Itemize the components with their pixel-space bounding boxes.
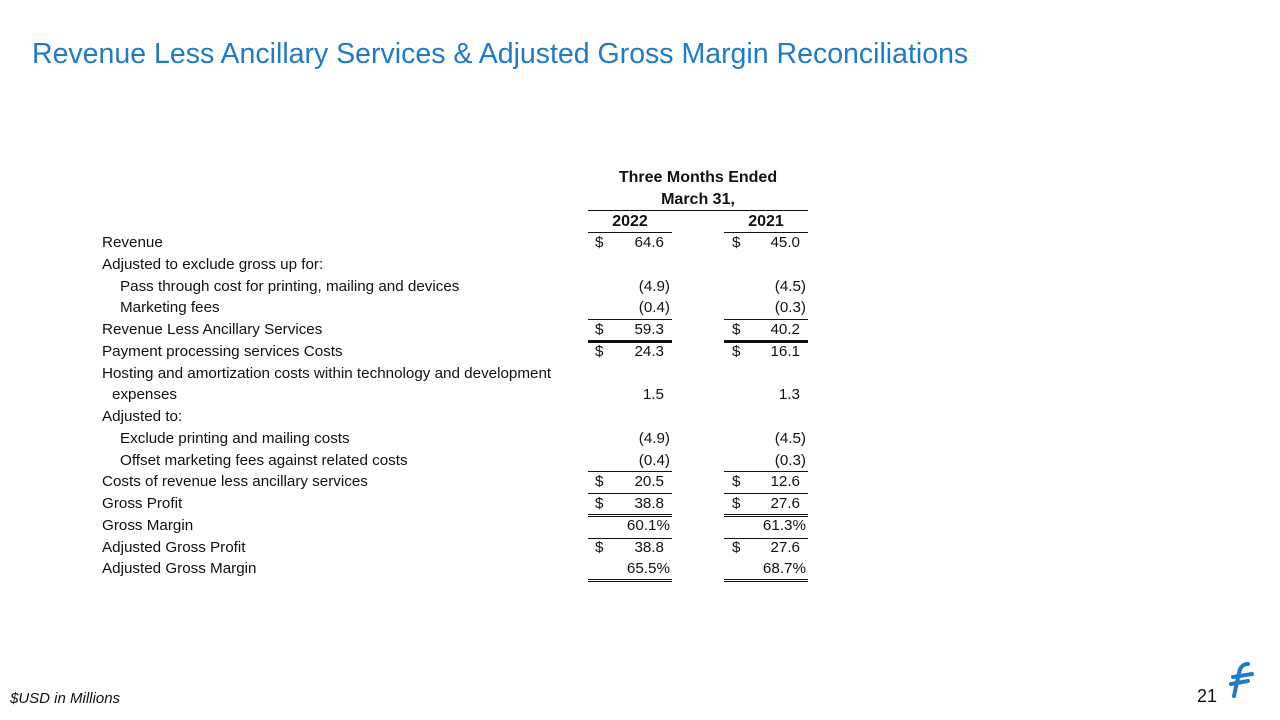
total-double-rule [724,340,808,343]
total-double-rule [724,514,808,517]
currency-symbol: $ [595,538,604,556]
value-2021: 27.6 [770,538,800,556]
value-2022: 38.8 [634,495,664,512]
currency-symbol: $ [595,234,604,251]
value-2021: 68.7% [762,560,806,578]
row-label: Marketing fees [120,299,220,317]
page-number: 21 [1197,686,1218,706]
value-2021: (0.3) [774,299,806,317]
currency-symbol: $ [595,321,604,338]
value-2021: 61.3% [762,516,806,534]
row-label: Payment processing services Costs [102,342,343,360]
value-2021: 1.3 [778,386,800,404]
total-double-rule [724,579,808,582]
row-label: Revenue [102,234,163,251]
subtotal-rule [724,471,808,472]
value-2021: 27.6 [770,495,800,512]
currency-symbol: $ [732,234,741,251]
value-2021: 16.1 [770,342,800,360]
value-2022: (4.9) [638,277,670,295]
row-label: expenses [112,386,178,404]
total-double-rule [588,579,672,582]
year-2021-rule [724,232,808,233]
table-header-date: March 31, [661,191,735,208]
row-label: Exclude printing and mailing costs [120,429,350,447]
currency-symbol: $ [595,495,604,512]
row-label: Adjusted to exclude gross up for: [102,255,324,273]
total-double-rule [588,514,672,517]
value-2022: 38.8 [634,538,664,556]
value-2022: (0.4) [638,451,670,469]
currency-symbol: $ [732,321,741,338]
value-2021: (0.3) [774,451,806,469]
currency-symbol: $ [732,473,741,491]
row-label: Hosting and amortization costs within technology and development [102,364,552,382]
total-double-rule [588,340,672,343]
value-2022: (0.4) [638,299,670,317]
subtotal-rule [588,471,672,472]
row-label: Costs of revenue less ancillary services [102,473,368,491]
brand-logo-icon [1226,660,1258,700]
currency-symbol: $ [732,342,741,360]
column-header-2022: 2022 [612,213,648,230]
margin-rule [724,538,808,539]
currency-symbol: $ [732,495,741,512]
value-2022: 60.1% [626,516,670,534]
currency-symbol: $ [595,473,604,491]
year-2022-rule [588,232,672,233]
subtotal-rule [588,319,672,320]
row-label: Revenue Less Ancillary Services [102,321,323,338]
row-label: Offset marketing fees against related costs [120,451,408,469]
value-2021: 40.2 [770,321,800,338]
value-2022: 65.5% [626,560,670,578]
currency-symbol: $ [595,342,604,360]
subtotal-rule [724,493,808,494]
row-label: Pass through cost for printing, mailing and devices [120,277,460,295]
units-footnote: $USD in Millions [10,690,121,707]
value-2021: 12.6 [770,473,800,491]
value-2022: 64.6 [634,234,664,251]
slide-title: Revenue Less Ancillary Services & Adjusted Gross Margin Reconciliations [32,38,969,70]
subtotal-rule [724,319,808,320]
value-2021: (4.5) [774,277,806,295]
header-rule [588,210,808,211]
row-label: Adjusted to: [102,408,183,425]
value-2022: 59.3 [634,321,664,338]
value-2021: 45.0 [770,234,800,251]
margin-rule [588,538,672,539]
row-label: Gross Profit [102,495,183,512]
value-2021: (4.5) [774,429,806,447]
row-label: Adjusted Gross Margin [102,560,257,578]
value-2022: (4.9) [638,429,670,447]
value-2022: 24.3 [634,342,664,360]
row-label: Adjusted Gross Profit [102,538,246,556]
column-header-2021: 2021 [748,213,784,230]
currency-symbol: $ [732,538,741,556]
table-header-period: Three Months Ended [618,169,778,186]
value-2022: 1.5 [642,386,664,404]
subtotal-rule [588,493,672,494]
value-2022: 20.5 [634,473,664,491]
row-label: Gross Margin [102,516,194,534]
